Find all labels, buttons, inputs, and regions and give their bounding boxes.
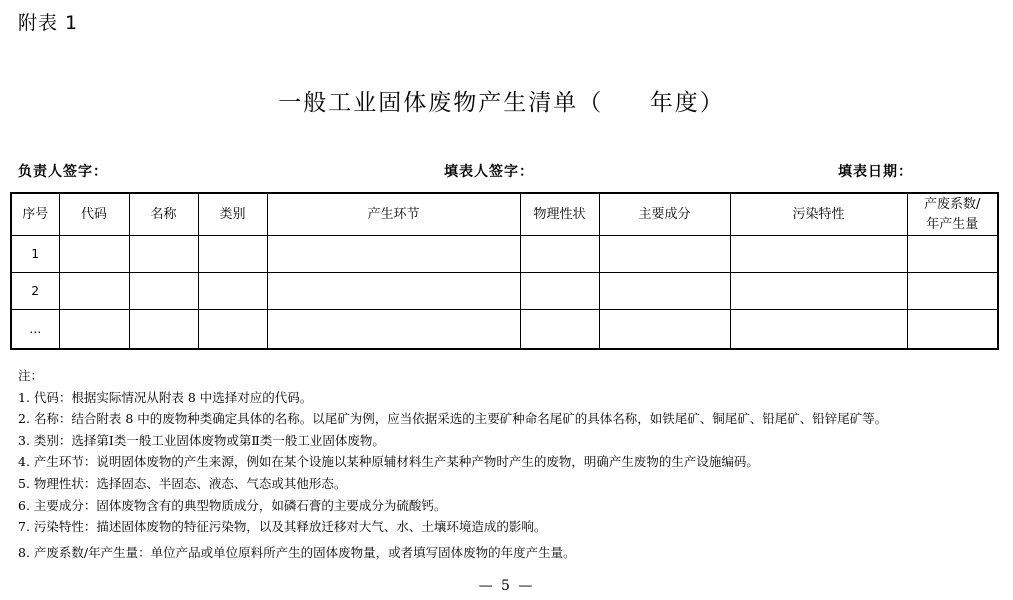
table-header-row: [11, 193, 998, 236]
column-header-waste-coefficient-line2: 年产生量: [926, 216, 979, 232]
category-cell[interactable]: [198, 310, 267, 350]
pollution-characteristics-cell[interactable]: [730, 236, 907, 273]
column-header-waste-coefficient-line1: 产废系数/: [924, 196, 981, 212]
table-row: [11, 310, 998, 350]
row-seq-cell: 1: [11, 236, 59, 273]
code-cell[interactable]: [59, 310, 129, 350]
note-item-name: 2. 名称：结合附表 8 中的废物种类确定具体的名称。以尾矿为例，应当依据采选的主要矿种命名尾矿的具体名称，如铁尾矿、铜尾矿、铅尾矿、铅锌尾矿等。: [18, 411, 888, 427]
physical-state-cell[interactable]: [520, 236, 599, 273]
main-components-cell[interactable]: [599, 236, 730, 273]
column-header-generation-stage: 产生环节: [267, 193, 520, 236]
name-cell[interactable]: [129, 236, 198, 273]
column-header-category: 类别: [198, 193, 267, 236]
generation-stage-cell[interactable]: [267, 310, 520, 350]
column-header-pollution-characteristics: 污染特性: [730, 193, 907, 236]
waste-coefficient-cell[interactable]: [907, 236, 998, 273]
note-item-category: 3. 类别：选择第Ⅰ类一般工业固体废物或第Ⅱ类一般工业固体废物。: [18, 432, 385, 448]
generation-stage-cell[interactable]: [267, 273, 520, 310]
appendix-label: 附表 1: [18, 12, 79, 34]
waste-coefficient-cell[interactable]: [907, 310, 998, 350]
responsible-person-signature-label: 负责人签字：: [18, 164, 108, 180]
pollution-characteristics-cell[interactable]: [730, 310, 907, 350]
column-header-seq: 序号: [11, 193, 59, 236]
note-item-generation-stage: 4. 产生环节：说明固体废物的产生来源，例如在某个设施以某种原辅材料生产某种产物时产生的废物，明确产生废物的生产设施编码。: [18, 454, 759, 470]
category-cell[interactable]: [198, 236, 267, 273]
waste-inventory-table: [10, 192, 999, 350]
table-row: [11, 273, 998, 310]
column-header-code: 代码: [59, 193, 129, 236]
physical-state-cell[interactable]: [520, 273, 599, 310]
code-cell[interactable]: [59, 236, 129, 273]
notes-section: [18, 365, 887, 563]
form-filler-signature-label: 填表人签字：: [444, 164, 534, 180]
fill-date-label: 填表日期：: [838, 164, 913, 180]
note-item-pollution-characteristics: 7. 污染特性：描述固体废物的特征污染物，以及其释放迁移对大气、水、土壤环境造成的影响。: [18, 519, 547, 535]
waste-coefficient-cell[interactable]: [907, 273, 998, 310]
note-item-waste-coefficient: 8. 产废系数/年产生量：单位产品或单位原料所产生的固体废物量，或者填写固体废物的年度产生量。: [18, 544, 576, 560]
note-item-code: 1. 代码：根据实际情况从附表 8 中选择对应的代码。: [18, 389, 313, 405]
page-number: — 5 —: [478, 578, 535, 594]
notes-heading: 注：: [18, 368, 44, 383]
name-cell[interactable]: [129, 310, 198, 350]
name-cell[interactable]: [129, 273, 198, 310]
column-header-name: 名称: [129, 193, 198, 236]
generation-stage-cell[interactable]: [267, 236, 520, 273]
category-cell[interactable]: [198, 273, 267, 310]
note-item-main-components: 6. 主要成分：固体废物含有的典型物质成分，如磷石膏的主要成分为硫酸钙。: [18, 497, 447, 513]
document-title: 一般工业固体废物产生清单（ 年度）: [278, 90, 725, 116]
row-seq-cell: …: [11, 310, 59, 350]
pollution-characteristics-cell[interactable]: [730, 273, 907, 310]
table-row: [11, 236, 998, 273]
main-components-cell[interactable]: [599, 273, 730, 310]
row-seq-cell: 2: [11, 273, 59, 310]
main-components-cell[interactable]: [599, 310, 730, 350]
physical-state-cell[interactable]: [520, 310, 599, 350]
note-item-physical-state: 5. 物理性状：选择固态、半固态、液态、气态或其他形态。: [18, 475, 347, 491]
column-header-waste-coefficient: [907, 193, 998, 236]
code-cell[interactable]: [59, 273, 129, 310]
column-header-main-components: 主要成分: [599, 193, 730, 236]
column-header-physical-state: 物理性状: [520, 193, 599, 236]
